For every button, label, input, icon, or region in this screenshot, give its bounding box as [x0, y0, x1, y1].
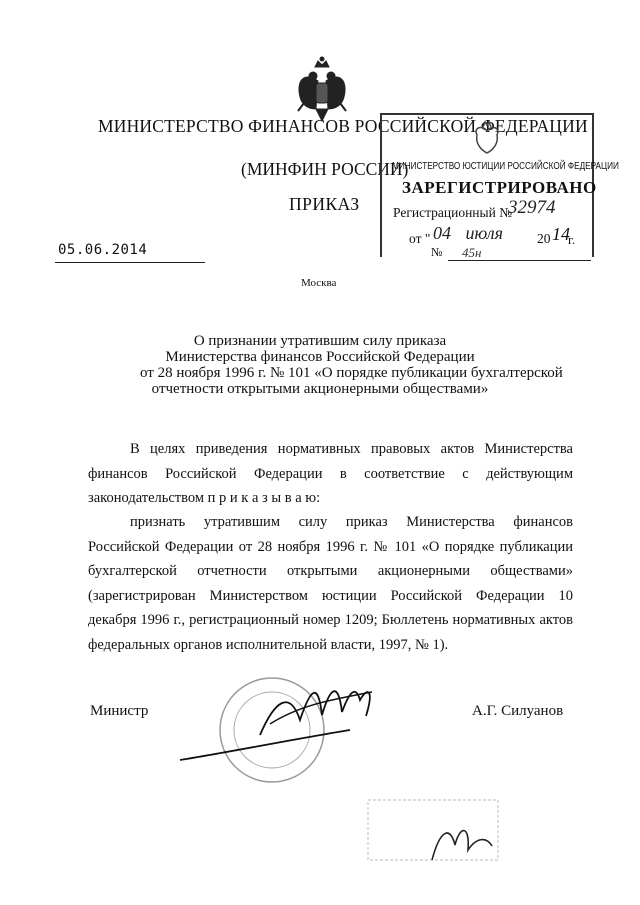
stamp-month: июля: [465, 223, 503, 243]
title-line: Министерства финансов Российской Федерации: [165, 349, 475, 365]
stamp-day: 04: [433, 223, 451, 243]
document-type: ПРИКАЗ: [289, 194, 360, 214]
document-date: 05.06.2014: [58, 242, 148, 258]
stamp-reg-label: Регистрационный №: [393, 205, 513, 220]
ministry-name: МИНИСТЕРСТВО ФИНАНСОВ РОССИЙСКОЙ ФЕДЕРАЦИИ: [98, 116, 588, 136]
body-paragraph-2: признать утратившим силу приказ Министерства финансов Российской Федерации от 28 ноября 1996 г. № 101 «О порядке публикации бухгалтерской отчетности открытыми акционерными обществами» (зарегистрирован Министерством юстиции Российской Федерации 10 декабря 1996 г., регистрационный номер 1209; Бюллетень нормативных актов федеральных органов исполнительной власти, 1997, № 1).: [88, 514, 573, 653]
signer-position: Министр: [90, 703, 149, 719]
body-paragraph-1: В целях приведения нормативных правовых актов Министерства финансов Российской Федерации в соответствие с действующим законодательством п р и к а з ы в а ю:: [88, 441, 573, 506]
title-line: от 28 ноября 1996 г. № 101 «О порядке публикации бухгалтерской: [140, 365, 563, 381]
title-line: отчетности открытыми акционерными обществами»: [151, 381, 489, 397]
document-number: 45н: [462, 245, 482, 260]
stamp-year-prefix: 20: [537, 231, 551, 246]
city: Москва: [301, 277, 337, 289]
ministry-abbreviation: (МИНФИН РОССИИ): [241, 159, 409, 179]
stamp-organization: МИНИСТЕРСТВО ЮСТИЦИИ РОССИЙСКОЙ ФЕДЕРАЦИИ: [392, 161, 619, 172]
stamp-reg-number: 32974: [508, 197, 556, 218]
signer-name: А.Г. Силуанов: [472, 703, 564, 719]
stamp-status: ЗАРЕГИСТРИРОВАНО: [402, 178, 597, 197]
stamp-from-label: от ": [409, 231, 431, 246]
number-label: №: [431, 245, 443, 259]
title-line: О признании утратившим силу приказа: [193, 333, 447, 349]
stamp-year-suffix: 14: [552, 224, 570, 244]
stamp-year-g: г.: [568, 232, 576, 247]
